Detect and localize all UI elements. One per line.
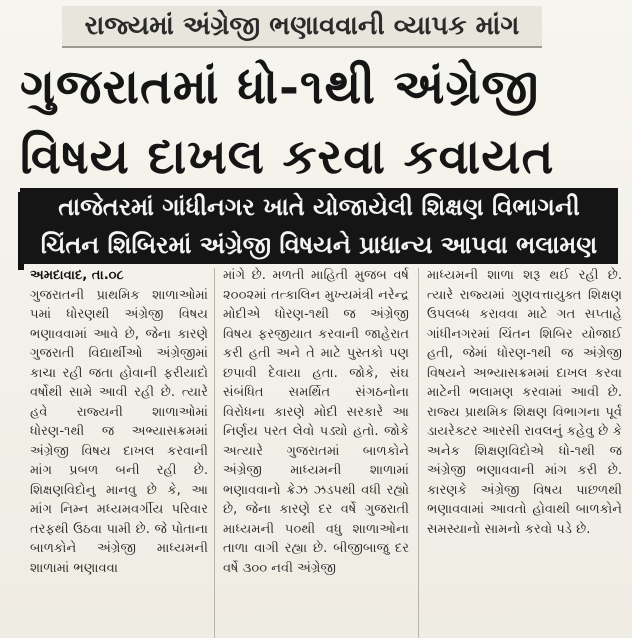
article-column-1 bbox=[30, 266, 208, 638]
kicker-headline: રાજ્યમાં અંગ્રેજી ભણાવવાની વ્યાપક માંગ bbox=[62, 6, 542, 48]
column-rule bbox=[214, 268, 215, 638]
article-text: ગુજરાતની પ્રાથમિક શાળાઓમાં ૫માં ધોરણથી અંગ્રેજી વિષય ભણાવવામાં આવે છે, જેના કારણે ગુજરાતી વિદ્યાર્થીઓ અંગ્રેજીમાં કાચા રહી જતા હોવાની ફરીયાદો વર્ષોથી સામે આવી રહી છે. ત્યારે હવે રાજ્યની શાળાઓમાં ધોરણ-૧થી જ અભ્યાસક્રમમાં અંગ્રેજી વિષય દાખલ કરવાની માંગ પ્રબળ બની રહી છે. શિક્ષણવિદોનુ માનવુ છે કે, આ માંગ નિમ્ન મધ્યમવર્ગીય પરિવાર તરફથી ઉઠવા પામી છે. જે પોતાના બાળકોને અંગ્રેજી માધ્યમની શાળામાં ભણાવવા bbox=[30, 287, 208, 576]
article-column-3 bbox=[427, 266, 622, 638]
headline-line-1: ગુજરાતમાં ધો-૧થી અંગ્રેજી bbox=[20, 59, 540, 115]
subheadline-line-1: તાજેતરમાં ગાંધીનગર ખાતે યોજાયેલી શિક્ષણ વિભાગની bbox=[58, 192, 580, 221]
subheadline-line-2: ચિંતન શિબિરમાં અંગ્રેજી વિષયને પ્રાધાન્ય આપવા ભલામણ bbox=[40, 230, 598, 259]
article-text: માધ્યમની શાળા શરૂ થઈ રહી છે. ત્યારે રાજ્યમાં ગુણવત્તાયુક્ત શિક્ષણ ઉપલબ્ધ કરાવવા માટે ગત સપ્તાહે ગાંધીનગરમાં ચિંતન શિબિર યોજાઈ હતી, જેમાં ધોરણ-૧થી જ અંગ્રેજી વિષયને અભ્યાસક્રમમાં દાખલ કરવા માટેની ભલામણ કરવામાં આવી છે. રાજ્ય પ્રાથમિક શિક્ષણ વિભાગના પૂર્વ ડાયરેક્ટર આરસી રાવલનું કહેવુ છે કે અનેક શિક્ષણવિદોએ ધો-૧થી જ અંગ્રેજી ભણાવવાની માંગ કરી છે. કારણકે અંગ્રેજી વિષય પાછળથી ભણાવવામાં આવતો હોવાથી બાળકોને સમસ્યાનો સામનો કરવો પડે છે. bbox=[427, 268, 622, 537]
article-column-2 bbox=[223, 266, 409, 638]
dateline: અમદાવાદ, તા.૦૮ bbox=[30, 268, 124, 283]
headline-line-2: વિષય દાખલ કરવા કવાયત bbox=[20, 129, 555, 185]
column-rule bbox=[418, 268, 419, 638]
article-text: માંગે છે. મળતી માહિતી મુજબ વર્ષ ૨૦૦૨માં તત્કાલિન મુખ્યમંત્રી નરેન્દ્ર મોદીએ ધોરણ-૧થી જ અંગ્રેજી વિષય ફરજીયાત કરવાની જાહેરાત કરી હતી અને તે માટે પુસ્તકો પણ છપાવી દેવાયા હતા. જોકે, સંઘ સંબંધિત સમર્થિત સંગઠનોના વિરોધના કારણે મોદી સરકારે આ નિર્ણય પરત લેવો પડ્યો હતો. જોકે અત્યારે ગુજરાતમાં બાળકોને અંગ્રેજી માધ્યમની શાળામાં ભણાવવાનો ક્રેઝ ઝડપથી વધી રહ્યો છે, જેના કારણે દર વર્ષે ગુજરાતી માધ્યમની ૫૦થી વધુ શાળાઓના તાળા વાગી રહ્યા છે. બીજીબાજુ દર વર્ષે ૩૦૦ નવી અંગ્રેજી bbox=[223, 268, 409, 576]
subheadline-banner bbox=[20, 188, 618, 264]
